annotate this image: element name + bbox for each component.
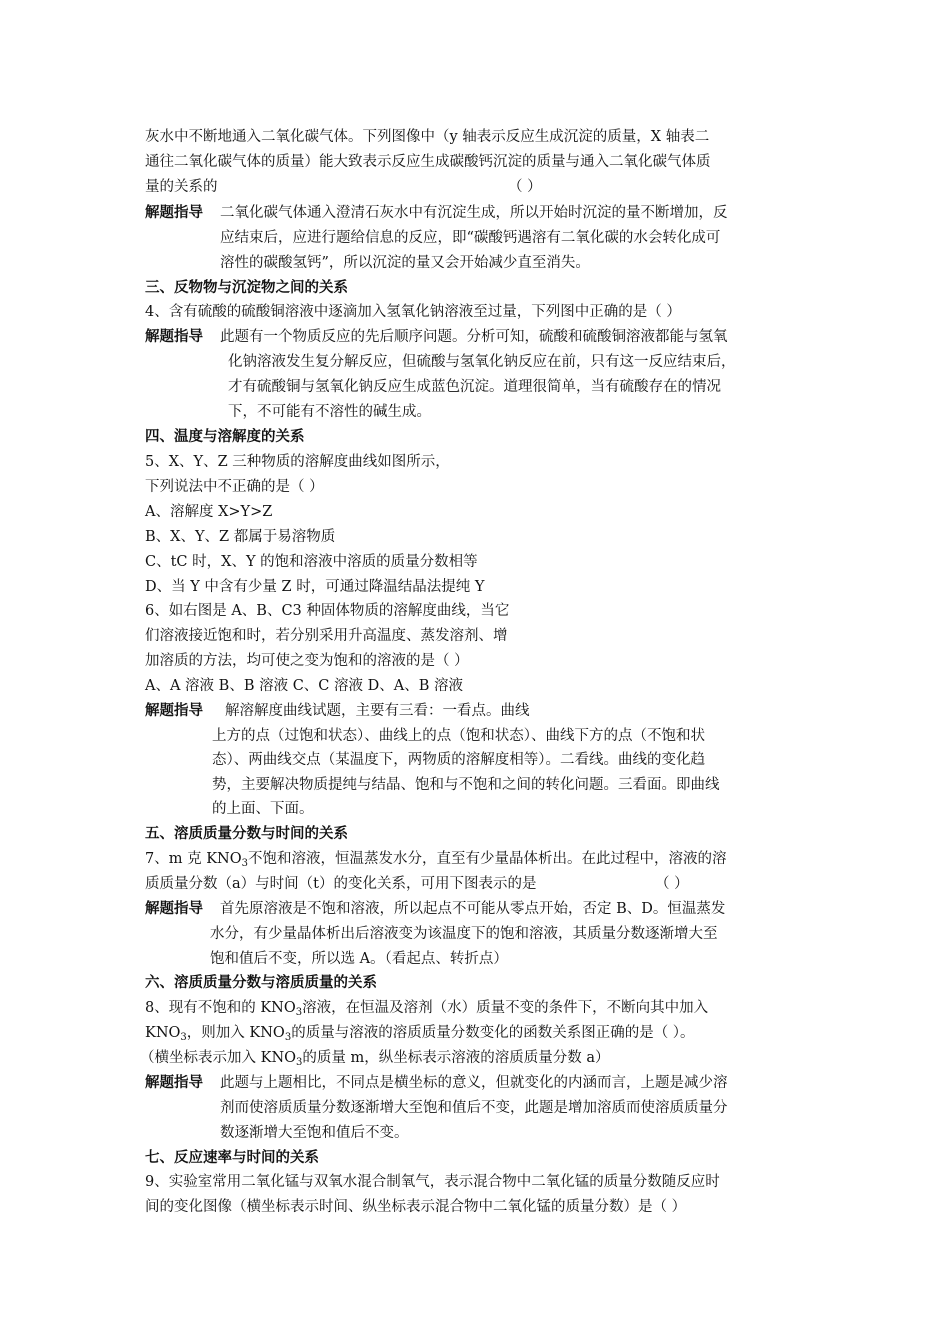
guide-label: 解题指导 [145,1074,203,1091]
guide-3-line-5: 的上面、下面。 [212,801,314,817]
q3-answer-blank: （ ） [508,179,542,195]
guide-5-line-1: 此题与上题相比，不同点是横坐标的意义，但就变化的内涵而言，上题是减少溶 [220,1075,728,1091]
question-5-option-a: A、溶解度 X>Y>Z [145,504,273,520]
q3-line-3: 量的关系的 [145,179,218,195]
question-6-line-1: 6、如右图是 A、B、C3 种固体物质的溶解度曲线，当它 [145,603,510,619]
q3-line-1: 灰水中不断地通入二氧化碳气体。下列图像中（y 轴表示反应生成沉淀的质量，X 轴表二 [145,129,710,145]
guide-5-line-3: 数逐渐增大至饱和值后不变。 [220,1125,409,1141]
guide-2-line-3: 才有硫酸铜与氢氧化钠反应生成蓝色沉淀。道理很简单，当有硫酸存在的情况 [228,379,721,395]
question-6-line-3: 加溶质的方法，均可使之变为饱和的溶液的是（ ） [145,653,469,669]
question-5-line-2: 下列说法中不正确的是（ ） [145,479,324,495]
guide-2-line-4: 下，不可能有不溶性的碱生成。 [228,404,431,420]
question-9-line-2: 间的变化图像（横坐标表示时间、纵坐标表示混合物中二氧化锰的质量分数）是（ ） [145,1199,687,1215]
guide-3-line-4: 势，主要解决物质提纯与结晶、饱和与不饱和之间的转化问题。三看面。即曲线 [212,777,720,793]
guide-3-line-3: 态）、两曲线交点（某温度下，两物质的溶解度相等）。二看线。曲线的变化趋 [212,752,705,768]
guide-label: 解题指导 [145,328,203,345]
guide-3-line-1: 解溶解度曲线试题，主要有三看：一看点。曲线 [225,703,530,719]
guide-1-line-1: 二氧化碳气体通入澄清石灰水中有沉淀生成，所以开始时沉淀的量不断增加，反 [220,205,728,221]
question-9-line-1: 9、实验室常用二氧化锰与双氧水混合制氧气，表示混合物中二氧化锰的质量分数随反应时 [145,1174,720,1190]
question-7-line-2: 质质量分数（a）与时间（t）的变化关系，可用下图表示的是 [145,876,537,892]
q3-line-2: 通往二氧化碳气体的质量）能大致表示反应生成碳酸钙沉淀的质量与通入二氧化碳气体质 [145,154,711,170]
question-8-line-3: （横坐标表示加入 $KNO_3$的质量 m，纵坐标表示溶液的溶质质量分数 a） [140,1050,610,1068]
question-7-answer-blank: （ ） [655,876,689,892]
section-heading-4: 四、温度与溶解度的关系 [145,428,305,445]
guide-4-line-3: 饱和值后不变，所以选 A。（看起点、转折点） [210,951,508,967]
question-8-line-1: 8、现有不饱和的 $KNO_3$溶液，在恒温及溶剂（水）质量不变的条件下，不断向其中加入 [145,1000,709,1018]
question-5-line-1: 5、X、Y、Z 三种物质的溶解度曲线如图所示， [145,454,450,470]
guide-3-line-2: 上方的点（过饱和状态）、曲线上的点（饱和状态）、曲线下方的点（不饱和状 [212,728,705,744]
guide-5-line-2: 剂而使溶质质量分数逐渐增大至饱和值后不变，此题是增加溶质而使溶质质量分 [220,1100,728,1116]
section-heading-3: 三、反物物与沉淀物之间的关系 [145,279,348,296]
question-8-line-2: $KNO_3$，则加入 $KNO_3$的质量与溶液的溶质质量分数变化的函数关系图正确的是（ ）。 [145,1025,695,1043]
section-heading-7: 七、反应速率与时间的关系 [145,1149,319,1166]
question-5-option-b: B、X、Y、Z 都属于易溶物质 [145,529,336,545]
guide-2-line-2: 化钠溶液发生复分解反应，但硫酸与氢氧化钠反应在前，只有这一反应结束后， [228,354,736,370]
guide-4-line-2: 水分，有少量晶体析出后溶液变为该温度下的饱和溶液，其质量分数逐渐增大至 [210,926,718,942]
section-heading-6: 六、溶质质量分数与溶质质量的关系 [145,974,377,991]
section-heading-5: 五、溶质质量分数与时间的关系 [145,825,348,842]
guide-4-line-1: 首先原溶液是不饱和溶液，所以起点不可能从零点开始，否定 B、D。恒温蒸发 [220,901,726,917]
question-4: 4、含有硫酸的硫酸铜溶液中逐滴加入氢氧化钠溶液至过量，下列图中正确的是（ ） [145,304,681,320]
question-6-options: A、A 溶液 B、B 溶液 C、C 溶液 D、A、B 溶液 [145,678,463,694]
guide-label: 解题指导 [145,204,203,221]
guide-1-line-2: 应结束后，应进行题给信息的反应，即“碳酸钙遇溶有二氧化碳的水会转化成可 [220,230,721,246]
question-5-option-d: D、当 Y 中含有少量 Z 时，可通过降温结晶法提纯 Y [145,579,485,595]
guide-label: 解题指导 [145,900,203,917]
guide-label: 解题指导 [145,702,203,719]
question-6-line-2: 们溶液接近饱和时，若分别采用升高温度、蒸发溶剂、增 [145,628,508,644]
question-5-option-c: C、tC 时，X、Y 的饱和溶液中溶质的质量分数相等 [145,554,478,570]
question-7-line-1: 7、m 克 $KNO_3$不饱和溶液，恒温蒸发水分，直至有少量晶体析出。在此过程中，溶液的溶 [145,851,727,869]
guide-2-line-1: 此题有一个物质反应的先后顺序问题。分析可知，硫酸和硫酸铜溶液都能与氢氧 [220,329,728,345]
guide-1-line-3: 溶性的碳酸氢钙”，所以沉淀的量又会开始减少直至消失。 [220,255,590,271]
